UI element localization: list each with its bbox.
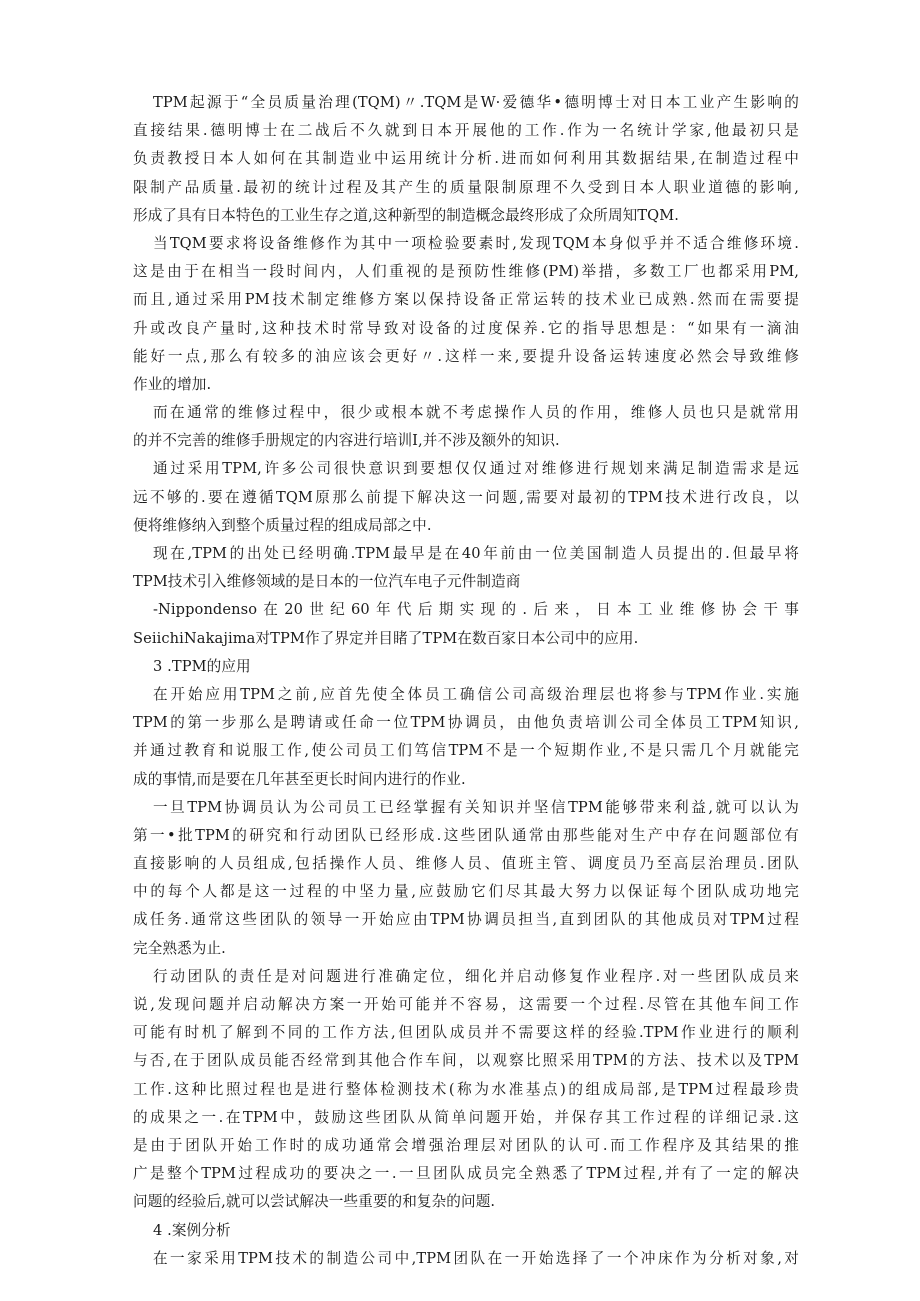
text-line: 便将维修纳入到整个质量过程的组成局部之中.	[133, 516, 432, 534]
text-line: 一旦TPM协调员认为公司员工已经掌握有关知识并坚信TPM能够带来利益,就可以认为	[153, 798, 799, 816]
text-line: 直接结果.德明博士在二战后不久就到日本开展他的工作.作为一名统计学家,他最初只是	[133, 122, 799, 140]
text-line: 可能有时机了解到不同的工作方法,但团队成员并不需要这样的经验.TPM作业进行的顺利	[133, 1024, 799, 1042]
text-line: SeiichiNakajima对TPM作了界定并目睹了TPM在数百家日本公司中的应用.	[133, 629, 639, 647]
text-line: 的成果之一.在TPM中，鼓励这些团队从简单问题开始，并保存其工作过程的详细记录.这	[133, 1108, 799, 1126]
text-line: 而且,通过采用PM技术制定维修方案以保持设备正常运转的技术业已成熟.然而在需要提	[133, 291, 799, 309]
text-line: 作业的增加.	[133, 375, 212, 393]
text-line: 这是由于在相当一段时间内，人们重视的是预防性维修(PM)举措，多数工厂也都采用PM,	[133, 263, 799, 281]
text-line: 在一家采用TPM技术的制造公司中,TPM团队在一开始选择了一个冲床作为分析对象,对	[153, 1249, 799, 1267]
text-line: 工作.这种比照过程也是进行整体检测技术(称为水准基点)的组成局部,是TPM过程最珍贵	[133, 1080, 799, 1098]
text-line: TPM的第一步那么是聘请或任命一位TPM协调员，由他负责培训公司全体员工TPM知识,	[133, 714, 799, 732]
text-line: 当TQM要求将设备维修作为其中一项检验要素时,发现TQM本身似乎并不适合维修环境.	[153, 234, 799, 252]
text-line: 广是整个TPM过程成功的要决之一.一旦团队成员完全熟悉了TPM过程,并有了一定的解决	[133, 1165, 799, 1183]
text-line: 的并不完善的维修手册规定的内容进行培训I,并不涉及额外的知识.	[133, 432, 560, 450]
text-line: 与否,在于团队成员能否经常到其他合作车间，以观察比照采用TPM的方法、技术以及TPM	[133, 1052, 799, 1070]
text-line: 是由于团队开始工作时的成功通常会增强治理层对团队的认可.而工作程序及其结果的推	[133, 1136, 799, 1154]
text-line: 中的每个人都是这一过程的中坚力量,应鼓励它们尽其最大努力以保证每个团队成功地完	[133, 883, 799, 901]
text-line: 能好一点,那么有较多的油应该会更好〃.这样一来,要提升设备运转速度必然会导致维修	[133, 347, 799, 365]
text-line: 行动团队的责任是对问题进行准确定位，细化并启动修复作业程序.对一些团队成员来	[153, 967, 799, 985]
text-line: 通过采用TPM,许多公司很快意识到要想仅仅通过对维修进行规划来满足制造需求是远	[153, 460, 799, 478]
text-line: 成的事情,而是要在几年甚至更长时间内进行的作业.	[133, 770, 466, 788]
text-line: 成任务.通常这些团队的领导一开始应由TPM协调员担当,直到团队的其他成员对TPM过程	[133, 911, 799, 929]
text-line: 现在,TPM的出处已经明确.TPM最早是在40年前由一位美国制造人员提出的.但最早将	[153, 545, 799, 562]
text-line: 限制产品质量.最初的统计过程及其产生的质量限制原理不久受到日本人职业道德的影响,	[133, 178, 799, 196]
text-line: TPM技术引入维修领域的是日本的一位汽车电子元件制造商	[133, 573, 521, 591]
text-line: 直接影响的人员组成,包括操作人员、维修人员、值班主管、调度员乃至高层治理员.团队	[133, 855, 799, 873]
text-line: 形成了具有日本特色的工业生存之道,这种新型的制造概念最终形成了众所周知TQM.	[133, 206, 680, 224]
text-line: -Nippondenso在20世纪60年代后期实现的.后来，日本工业维修协会干事	[153, 601, 799, 619]
text-line: 完全熟悉为止.	[133, 939, 226, 957]
text-line: TPM起源于“全员质量治理(TQM)〃.TQM是W·爱德华•德明博士对日本工业产生影响的	[153, 94, 799, 111]
text-line: 而在通常的维修过程中，很少或根本就不考虑操作人员的作用，维修人员也只是就常用	[153, 404, 799, 422]
text-line: 负责教授日本人如何在其制造业中运用统计分析.进而如何利用其数据结果,在制造过程中	[133, 150, 799, 168]
text-line: 3 .TPM的应用	[153, 657, 251, 675]
text-line: 在开始应用TPM之前,应首先使全体员工确信公司高级治理层也将参与TPM作业.实施	[153, 685, 799, 703]
text-line: 远不够的.要在遵循TQM原那么前提下解决这一问题,需要对最初的TPM技术进行改良，以	[133, 488, 799, 506]
text-line: 第一•批TPM的研究和行动团队已经形成.这些团队通常由那些能对生产中存在问题部位有	[133, 826, 799, 844]
text-line: 并通过教育和说服工作,使公司员工们笃信TPM不是一个短期作业,不是只需几个月就能完	[133, 742, 799, 760]
text-line: 4 .案例分析	[153, 1221, 231, 1239]
text-line: 说,发现问题并启动解决方案一开始可能并不容易，这需要一个过程.尽管在其他车间工作	[133, 996, 799, 1013]
document-body	[133, 89, 799, 1273]
text-line: 升或改良产量时,这种技术时常导致对设备的过度保养.它的指导思想是：“如果有一滴油	[133, 319, 799, 337]
text-line: 问题的经验后,就可以尝试解决一些重要的和复杂的问题.	[133, 1193, 496, 1211]
